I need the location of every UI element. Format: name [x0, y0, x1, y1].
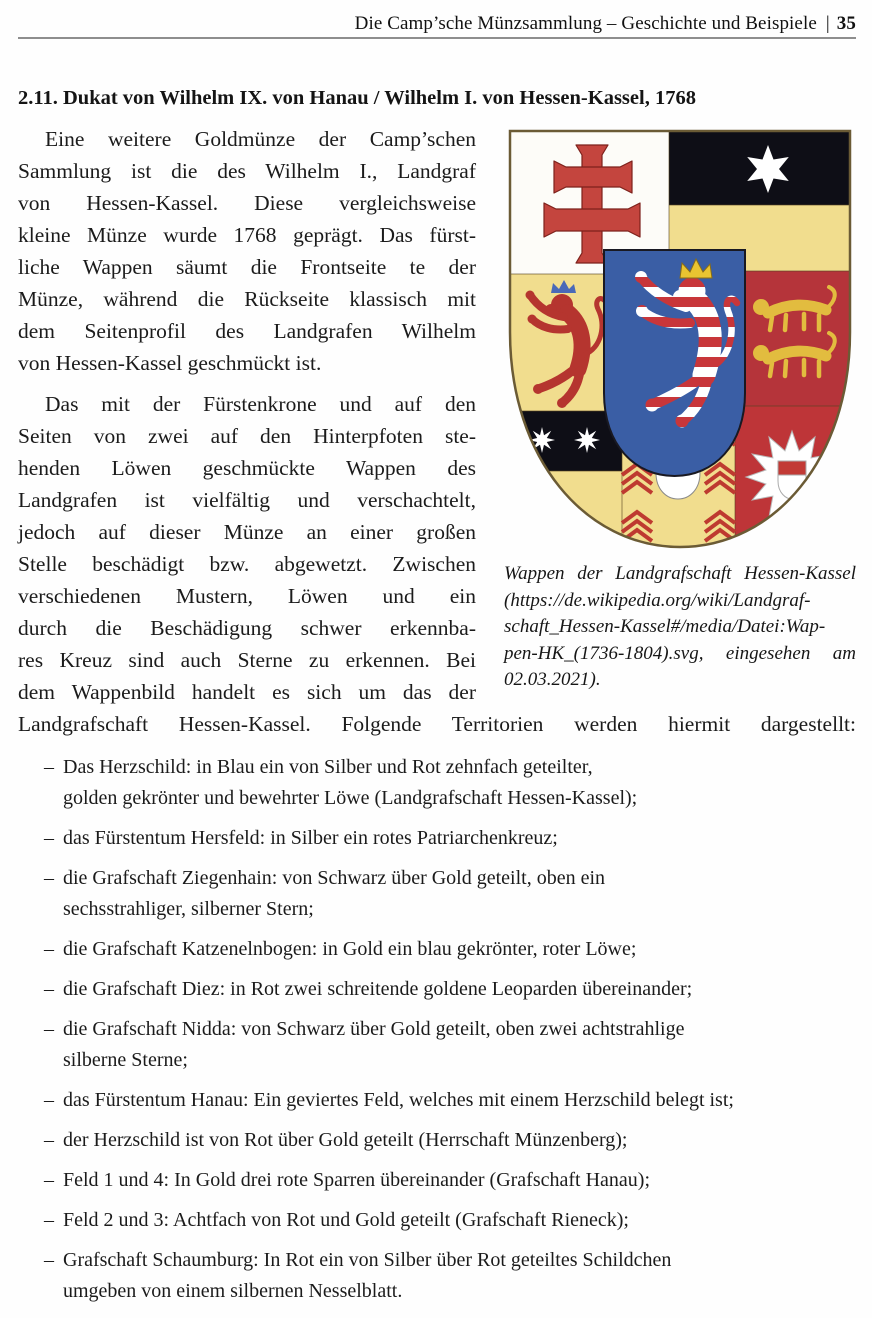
paragraph-line: verschiedenen Mustern, Löwen und ein — [18, 584, 476, 608]
paragraph-line: Landgrafen ist vielfältig und verschachtelt, — [18, 488, 476, 512]
list-item — [18, 1014, 856, 1076]
caption-line: pen-HK_(1736-1804).svg, eingesehen am — [504, 642, 856, 664]
list-item-line: die Grafschaft Nidda: von Schwarz über Gold geteilt, oben zwei achtstrahlige — [63, 1018, 685, 1040]
paragraph-line: Eine weitere Goldmünze der Camp’schen — [45, 127, 476, 151]
paragraph-line: kleine Münze wurde 1768 geprägt. Das fürst- — [18, 223, 476, 247]
paragraph-line: von Hessen-Kassel. Diese vergleichsweise — [18, 191, 476, 215]
list-item — [18, 934, 856, 965]
paragraph-line: Sammlung ist die des Wilhelm I., Landgraf — [18, 159, 476, 183]
list-item — [18, 1245, 856, 1307]
figure-caption — [504, 561, 856, 694]
list-marker: – — [44, 1129, 54, 1151]
caption-line: schaft_Hessen-Kassel#/media/Datei:Wap- — [504, 616, 826, 637]
paragraph-line: liche Wappen säumt die Frontseite te der — [18, 255, 476, 279]
paragraph-line: res Kreuz sind auch Sterne zu erkennen. Bei — [18, 648, 476, 672]
header-rule — [18, 37, 856, 39]
list-item-line: der Herzschild ist von Rot über Gold geteilt (Herrschaft Münzenberg); — [63, 1129, 628, 1151]
caption-line: Wappen der Landgrafschaft Hessen-Kassel — [504, 563, 856, 584]
list-marker: – — [44, 938, 54, 960]
running-head — [18, 12, 856, 36]
field-nidda-gold — [510, 471, 622, 551]
list-item-line: das Fürstentum Hersfeld: in Silber ein rotes Patriarchenkreuz; — [63, 827, 558, 849]
striped-lion-icon — [604, 250, 746, 478]
list-item — [18, 1085, 856, 1116]
page-header — [18, 12, 856, 39]
paragraph-line: dem Seitenprofil des Landgrafen Wilhelm — [18, 319, 476, 343]
list-marker: – — [44, 978, 54, 1000]
paragraph-line: durch die Beschädigung schwer erkennba- — [18, 616, 476, 640]
list-item — [18, 1125, 856, 1156]
caption-line: 02.03.2021). — [504, 669, 601, 690]
paragraph-line: Stelle beschädigt bzw. abgewetzt. Zwischen — [18, 552, 476, 576]
paragraph-line: Landgrafschaft Hessen-Kassel. Folgende Territorien werden hiermit dargestellt: — [18, 712, 856, 736]
section-heading: 2.11. Dukat von Wilhelm IX. von Hanau / Wilhelm I. von Hessen-Kassel, 1768 — [18, 87, 696, 109]
paragraph-line: Seiten von zwei auf den Hinterpfoten ste- — [18, 424, 476, 448]
list-item-line: umgeben von einem silbernen Nesselblatt. — [63, 1280, 403, 1302]
paragraph-line: dem Wappenbild handelt es sich um das der — [18, 680, 476, 704]
list-item-line: golden gekrönter und bewehrter Löwe (Landgrafschaft Hessen-Kassel); — [63, 787, 638, 809]
territories-list — [18, 752, 856, 1307]
paragraph-line: Das mit der Fürstenkrone und auf den — [45, 392, 476, 416]
list-item-line: die Grafschaft Katzenelnbogen: in Gold ein blau gekrönter, roter Löwe; — [63, 938, 637, 960]
paragraph-line: henden Löwen geschmückte Wappen des — [18, 456, 476, 480]
paragraph-line: von Hessen-Kassel geschmückt ist. — [18, 351, 322, 375]
list-item — [18, 863, 856, 925]
list-item-line: die Grafschaft Diez: in Rot zwei schreitende goldene Leoparden übereinander; — [63, 978, 693, 1000]
list-marker: – — [44, 827, 54, 849]
hessen-escutcheon — [604, 250, 746, 478]
coat-of-arms-image — [506, 127, 854, 551]
list-item — [18, 1165, 856, 1196]
list-marker: – — [44, 867, 54, 889]
list-marker: – — [44, 1169, 54, 1191]
list-marker: – — [44, 1018, 54, 1040]
paragraph-line: Münze, während die Rückseite klassisch mit — [18, 287, 476, 311]
caption-line: (https://de.wikipedia.org/wiki/Landgraf- — [504, 589, 811, 611]
list-item-line: sechsstrahliger, silberner Stern; — [63, 898, 314, 920]
list-marker: – — [44, 1249, 54, 1271]
list-item-line: Feld 2 und 3: Achtfach von Rot und Gold geteilt (Grafschaft Rieneck); — [63, 1209, 629, 1231]
list-item-line: das Fürstentum Hanau: Ein geviertes Feld, welches mit einem Herzschild belegt ist; — [63, 1089, 734, 1111]
list-item-line: Feld 1 und 4: In Gold drei rote Sparren übereinander (Grafschaft Hanau); — [63, 1169, 651, 1191]
list-marker: – — [44, 1089, 54, 1111]
page-number: 35 — [836, 13, 856, 34]
list-marker: – — [44, 1209, 54, 1231]
list-item-line: silberne Sterne; — [63, 1049, 188, 1071]
list-item — [18, 974, 856, 1005]
running-head-title: Die Camp’sche Münzsammlung – Geschichte und Beispiele — [354, 13, 817, 34]
list-item — [18, 823, 856, 854]
page-content — [18, 123, 856, 1307]
list-marker: – — [44, 756, 54, 778]
running-head-separator: | — [825, 13, 830, 34]
list-item-line: Das Herzschild: in Blau ein von Silber und Rot zehnfach geteilter, — [63, 756, 593, 778]
coat-of-arms-figure — [504, 127, 856, 694]
list-item-line: Grafschaft Schaumburg: In Rot ein von Silber über Rot geteiltes Schildchen — [63, 1249, 672, 1271]
list-item — [18, 752, 856, 814]
paragraph-line: jedoch auf dieser Münze an einer großen — [18, 520, 476, 544]
list-item — [18, 1205, 856, 1236]
list-item-line: die Grafschaft Ziegenhain: von Schwarz über Gold geteilt, oben ein — [63, 867, 606, 889]
